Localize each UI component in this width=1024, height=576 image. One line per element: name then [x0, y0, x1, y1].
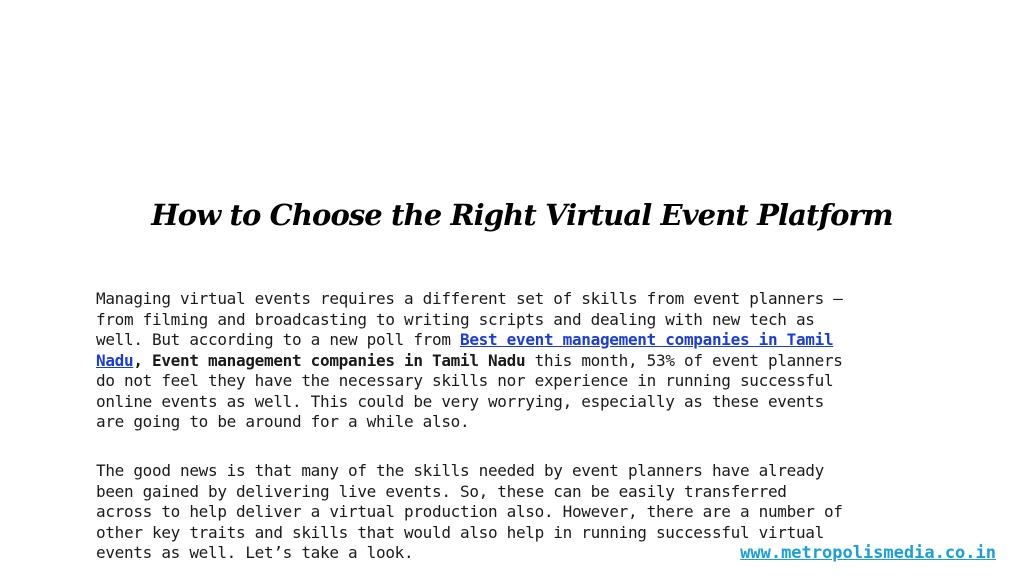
- intro-paragraph: [96, 289, 932, 433]
- paragraph-line: across to help deliver a virtual production also. However, there are a number of: [96, 502, 843, 521]
- paragraph-text: this month, 53% of event planners: [525, 350, 843, 370]
- bold-keyword-text: , Event management companies in Tamil Nadu: [133, 350, 526, 370]
- paragraph-line: do not feel they have the necessary skills nor experience in running successful: [96, 371, 834, 390]
- paragraph-line: been gained by delivering live events. So, these can be easily transferred: [96, 481, 787, 501]
- paragraph-line: other key traits and skills that would also help in running successful virtual: [96, 522, 824, 542]
- paragraph-line: are going to be around for a while also.: [96, 412, 470, 431]
- paragraph-line: events as well. Let’s take a look.: [96, 543, 414, 562]
- event-companies-link[interactable]: Best event management companies in Tamil: [459, 330, 834, 349]
- paragraph-line: from filming and broadcasting to writing scripts and dealing with new tech as: [96, 309, 815, 329]
- paragraph-line: well. But according to a new poll from: [96, 330, 460, 349]
- paragraph-line: The good news is that many of the skills needed by event planners have already: [96, 461, 824, 480]
- page-title: How to Choose the Right Virtual Event Platform: [151, 198, 893, 232]
- paragraph-line: Managing virtual events requires a different set of skills from event planners –: [96, 289, 843, 308]
- event-companies-link-continued[interactable]: Nadu: [96, 350, 134, 370]
- paragraph-line: online events as well. This could be very worrying, especially as these events: [96, 391, 824, 411]
- website-link[interactable]: www.metropolismedia.co.in: [740, 543, 996, 563]
